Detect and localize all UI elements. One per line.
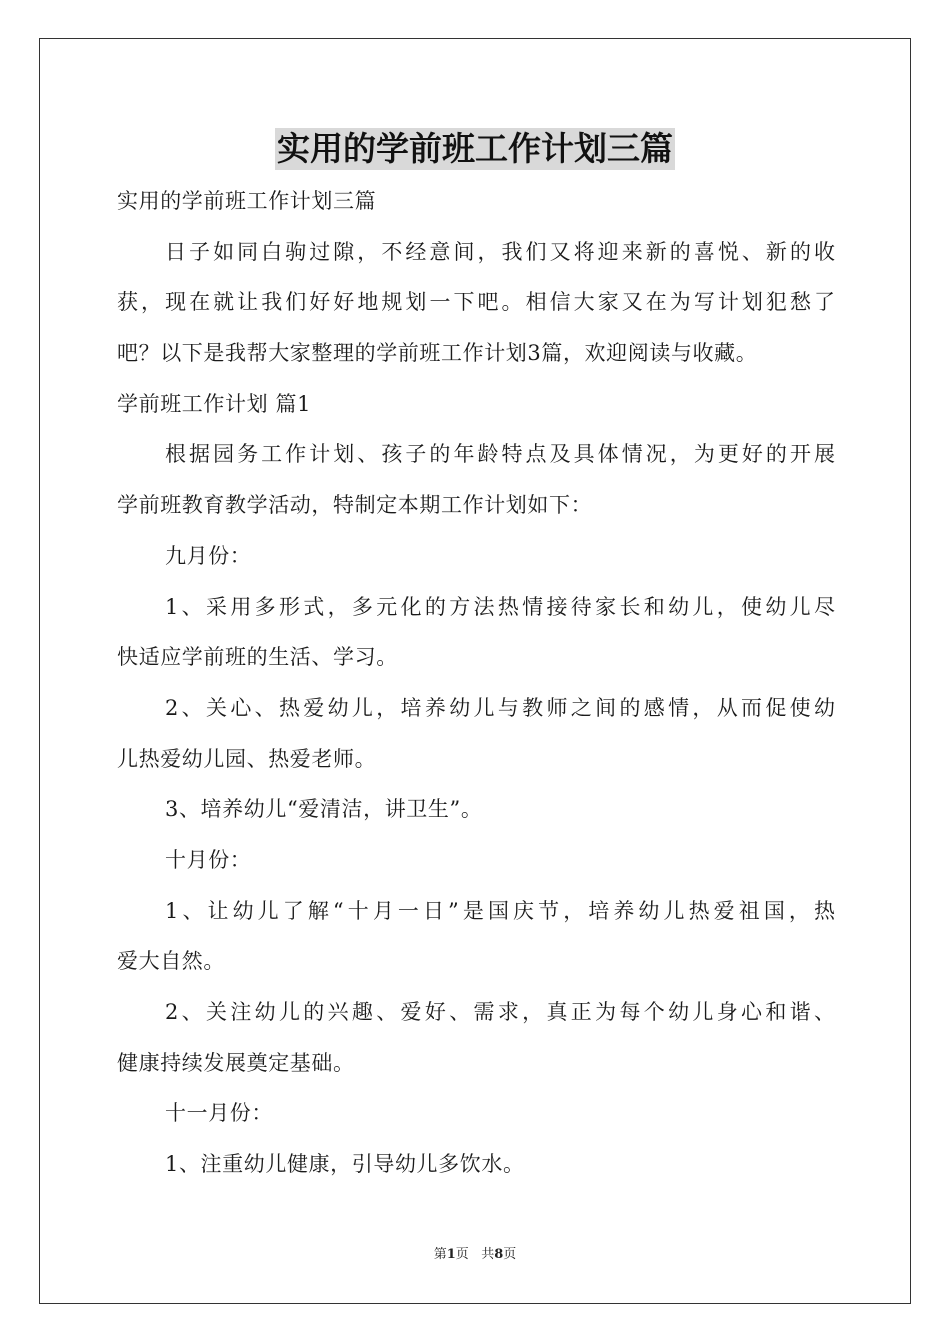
- title-container: [0, 128, 950, 170]
- paragraph-line: 吧？以下是我帮大家整理的学前班工作计划3篇，欢迎阅读与收藏。: [117, 341, 758, 366]
- paragraph-line: 爱大自然。: [117, 949, 225, 974]
- total-pages: 8: [494, 1247, 504, 1262]
- page-suffix: 页: [455, 1247, 469, 1262]
- paragraph-line: 获，现在就让我们好好地规划一下吧。相信大家又在为写计划犯愁了: [117, 290, 835, 315]
- page-number: 1: [446, 1247, 456, 1262]
- section-heading: 学前班工作计划 篇1: [117, 391, 312, 416]
- page-footer: [0, 1246, 950, 1264]
- document-body: [117, 176, 835, 1190]
- paragraph-line: 2、关注幼儿的兴趣、爱好、需求，真正为每个幼儿身心和谐、: [165, 1000, 835, 1024]
- paragraph-line: 1、让幼儿了解“十月一日”是国庆节，培养幼儿热爱祖国，热: [165, 898, 835, 923]
- paragraph-line: 健康持续发展奠定基础。: [117, 1050, 355, 1075]
- total-prefix: 共: [481, 1247, 495, 1262]
- paragraph-line: 日子如同白驹过隙，不经意间，我们又将迎来新的喜悦、新的收: [165, 239, 835, 264]
- paragraph-line: 快适应学前班的生活、学习。: [117, 645, 398, 670]
- month-heading: 十一月份：: [165, 1101, 273, 1126]
- paragraph-line: 根据园务工作计划、孩子的年龄特点及具体情况，为更好的开展: [165, 442, 835, 467]
- paragraph-line: 1、采用多形式，多元化的方法热情接待家长和幼儿，使幼儿尽: [165, 594, 835, 619]
- paragraph-line: 学前班教育教学活动，特制定本期工作计划如下：: [117, 493, 593, 518]
- month-heading: 九月份：: [165, 543, 252, 568]
- page-prefix: 第: [433, 1247, 447, 1262]
- document-title: 实用的学前班工作计划三篇: [277, 129, 673, 168]
- total-suffix: 页: [503, 1247, 517, 1262]
- paragraph-line: 1、注重幼儿健康，引导幼儿多饮水。: [165, 1152, 525, 1177]
- subtitle-line: 实用的学前班工作计划三篇: [117, 189, 377, 213]
- month-heading: 十月份：: [165, 847, 252, 872]
- paragraph-line: 儿热爱幼儿园、热爱老师。: [117, 746, 377, 771]
- paragraph-line: 2、关心、热爱幼儿，培养幼儿与教师之间的感情，从而促使幼: [165, 695, 835, 720]
- paragraph-line: 3、培养幼儿“爱清洁，讲卫生”。: [165, 797, 483, 822]
